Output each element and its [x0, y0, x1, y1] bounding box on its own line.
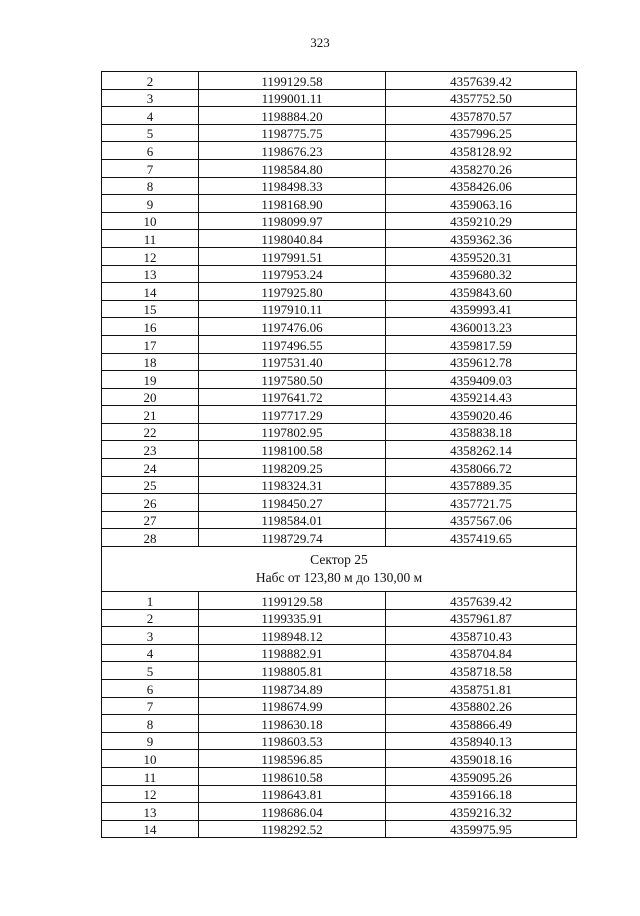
y-coordinate-cell: 4358751.81: [386, 680, 577, 698]
x-coordinate-cell: 1198610.58: [199, 767, 386, 785]
table-row: [102, 476, 577, 494]
x-coordinate-cell: 1199001.11: [199, 89, 386, 107]
table-row: [102, 767, 577, 785]
point-number-cell: 6: [102, 680, 199, 698]
point-number-cell: 11: [102, 767, 199, 785]
y-coordinate-cell: 4358270.26: [386, 159, 577, 177]
y-coordinate-cell: 4358838.18: [386, 423, 577, 441]
x-coordinate-cell: 1198630.18: [199, 715, 386, 733]
point-number-cell: 10: [102, 212, 199, 230]
x-coordinate-cell: 1198099.97: [199, 212, 386, 230]
point-number-cell: 28: [102, 529, 199, 547]
table-row: [102, 89, 577, 107]
x-coordinate-cell: 1197476.06: [199, 318, 386, 336]
y-coordinate-cell: 4358940.13: [386, 732, 577, 750]
y-coordinate-cell: 4360013.23: [386, 318, 577, 336]
table-section-1: [102, 72, 577, 547]
point-number-cell: 12: [102, 785, 199, 803]
y-coordinate-cell: 4358866.49: [386, 715, 577, 733]
table-row: [102, 230, 577, 248]
table-row: [102, 715, 577, 733]
point-number-cell: 4: [102, 107, 199, 125]
point-number-cell: 9: [102, 195, 199, 213]
y-coordinate-cell: 4358262.14: [386, 441, 577, 459]
point-number-cell: 11: [102, 230, 199, 248]
x-coordinate-cell: 1197991.51: [199, 247, 386, 265]
point-number-cell: 7: [102, 697, 199, 715]
y-coordinate-cell: 4359409.03: [386, 371, 577, 389]
x-coordinate-cell: 1198168.90: [199, 195, 386, 213]
point-number-cell: 26: [102, 494, 199, 512]
x-coordinate-cell: 1198729.74: [199, 529, 386, 547]
x-coordinate-cell: 1198676.23: [199, 142, 386, 160]
point-number-cell: 20: [102, 388, 199, 406]
table-row: [102, 644, 577, 662]
y-coordinate-cell: 4358802.26: [386, 697, 577, 715]
x-coordinate-cell: 1197496.55: [199, 335, 386, 353]
x-coordinate-cell: 1197802.95: [199, 423, 386, 441]
y-coordinate-cell: 4359063.16: [386, 195, 577, 213]
table-row: [102, 609, 577, 627]
x-coordinate-cell: 1197953.24: [199, 265, 386, 283]
x-coordinate-cell: 1198040.84: [199, 230, 386, 248]
x-coordinate-cell: 1198498.33: [199, 177, 386, 195]
table-row: [102, 820, 577, 838]
point-number-cell: 19: [102, 371, 199, 389]
table-row: [102, 124, 577, 142]
point-number-cell: 5: [102, 124, 199, 142]
table-row: [102, 300, 577, 318]
y-coordinate-cell: 4357419.65: [386, 529, 577, 547]
point-number-cell: 15: [102, 300, 199, 318]
point-number-cell: 27: [102, 511, 199, 529]
x-coordinate-cell: 1198450.27: [199, 494, 386, 512]
table-row: [102, 697, 577, 715]
y-coordinate-cell: 4359843.60: [386, 283, 577, 301]
y-coordinate-cell: 4359095.26: [386, 767, 577, 785]
y-coordinate-cell: 4359018.16: [386, 750, 577, 768]
table-row: [102, 529, 577, 547]
y-coordinate-cell: 4359680.32: [386, 265, 577, 283]
y-coordinate-cell: 4357870.57: [386, 107, 577, 125]
x-coordinate-cell: 1198603.53: [199, 732, 386, 750]
table-row: [102, 265, 577, 283]
y-coordinate-cell: 4357889.35: [386, 476, 577, 494]
point-number-cell: 13: [102, 265, 199, 283]
table-row: [102, 72, 577, 90]
x-coordinate-cell: 1198948.12: [199, 627, 386, 645]
point-number-cell: 1: [102, 592, 199, 610]
x-coordinate-cell: 1199129.58: [199, 72, 386, 90]
y-coordinate-cell: 4358710.43: [386, 627, 577, 645]
coordinates-table: [101, 71, 577, 838]
y-coordinate-cell: 4358426.06: [386, 177, 577, 195]
point-number-cell: 3: [102, 89, 199, 107]
table-section-2: [102, 592, 577, 838]
x-coordinate-cell: 1198882.91: [199, 644, 386, 662]
table-row: [102, 662, 577, 680]
x-coordinate-cell: 1199129.58: [199, 592, 386, 610]
x-coordinate-cell: 1197925.80: [199, 283, 386, 301]
point-number-cell: 23: [102, 441, 199, 459]
table-row: [102, 785, 577, 803]
x-coordinate-cell: 1198100.58: [199, 441, 386, 459]
table-row: [102, 680, 577, 698]
y-coordinate-cell: 4357996.25: [386, 124, 577, 142]
table-row: [102, 195, 577, 213]
page-number: 323: [310, 35, 330, 50]
point-number-cell: 7: [102, 159, 199, 177]
table-row: [102, 142, 577, 160]
y-coordinate-cell: 4359020.46: [386, 406, 577, 424]
y-coordinate-cell: 4359975.95: [386, 820, 577, 838]
point-number-cell: 8: [102, 715, 199, 733]
y-coordinate-cell: 4359993.41: [386, 300, 577, 318]
x-coordinate-cell: 1198884.20: [199, 107, 386, 125]
x-coordinate-cell: 1198686.04: [199, 803, 386, 821]
x-coordinate-cell: 1197641.72: [199, 388, 386, 406]
table-row: [102, 627, 577, 645]
sector-header-row: [102, 547, 577, 592]
x-coordinate-cell: 1197531.40: [199, 353, 386, 371]
point-number-cell: 10: [102, 750, 199, 768]
table-row: [102, 732, 577, 750]
point-number-cell: 8: [102, 177, 199, 195]
table-row: [102, 371, 577, 389]
x-coordinate-cell: 1198775.75: [199, 124, 386, 142]
y-coordinate-cell: 4357639.42: [386, 592, 577, 610]
point-number-cell: 18: [102, 353, 199, 371]
y-coordinate-cell: 4357567.06: [386, 511, 577, 529]
y-coordinate-cell: 4359210.29: [386, 212, 577, 230]
table-row: [102, 511, 577, 529]
x-coordinate-cell: 1198734.89: [199, 680, 386, 698]
x-coordinate-cell: 1197910.11: [199, 300, 386, 318]
point-number-cell: 13: [102, 803, 199, 821]
point-number-cell: 16: [102, 318, 199, 336]
point-number-cell: 17: [102, 335, 199, 353]
table-row: [102, 459, 577, 477]
sector-title: Сектор 25: [310, 552, 368, 568]
x-coordinate-cell: 1198292.52: [199, 820, 386, 838]
y-coordinate-cell: 4358704.84: [386, 644, 577, 662]
table-row: [102, 423, 577, 441]
point-number-cell: 5: [102, 662, 199, 680]
x-coordinate-cell: 1198584.01: [199, 511, 386, 529]
y-coordinate-cell: 4357752.50: [386, 89, 577, 107]
point-number-cell: 2: [102, 72, 199, 90]
point-number-cell: 14: [102, 283, 199, 301]
y-coordinate-cell: 4359520.31: [386, 247, 577, 265]
x-coordinate-cell: 1198643.81: [199, 785, 386, 803]
table-row: [102, 107, 577, 125]
point-number-cell: 22: [102, 423, 199, 441]
point-number-cell: 24: [102, 459, 199, 477]
y-coordinate-cell: 4358128.92: [386, 142, 577, 160]
y-coordinate-cell: 4359166.18: [386, 785, 577, 803]
point-number-cell: 9: [102, 732, 199, 750]
y-coordinate-cell: 4357639.42: [386, 72, 577, 90]
table-row: [102, 406, 577, 424]
table-row: [102, 159, 577, 177]
point-number-cell: 3: [102, 627, 199, 645]
x-coordinate-cell: 1198596.85: [199, 750, 386, 768]
y-coordinate-cell: 4359612.78: [386, 353, 577, 371]
point-number-cell: 4: [102, 644, 199, 662]
x-coordinate-cell: 1199335.91: [199, 609, 386, 627]
point-number-cell: 2: [102, 609, 199, 627]
table-row: [102, 353, 577, 371]
table-row: [102, 494, 577, 512]
point-number-cell: 12: [102, 247, 199, 265]
y-coordinate-cell: 4357961.87: [386, 609, 577, 627]
sector-subtitle: Набс от 123,80 м до 130,00 м: [255, 570, 423, 586]
table-row: [102, 318, 577, 336]
point-number-cell: 21: [102, 406, 199, 424]
sector-header: [102, 547, 577, 592]
table-row: [102, 803, 577, 821]
y-coordinate-cell: 4358718.58: [386, 662, 577, 680]
table-row: [102, 335, 577, 353]
y-coordinate-cell: 4358066.72: [386, 459, 577, 477]
table-row: [102, 388, 577, 406]
point-number-cell: 25: [102, 476, 199, 494]
x-coordinate-cell: 1198209.25: [199, 459, 386, 477]
y-coordinate-cell: 4357721.75: [386, 494, 577, 512]
x-coordinate-cell: 1198674.99: [199, 697, 386, 715]
point-number-cell: 6: [102, 142, 199, 160]
y-coordinate-cell: 4359362.36: [386, 230, 577, 248]
x-coordinate-cell: 1197580.50: [199, 371, 386, 389]
point-number-cell: 14: [102, 820, 199, 838]
table-row: [102, 592, 577, 610]
table-row: [102, 247, 577, 265]
table-row: [102, 750, 577, 768]
x-coordinate-cell: 1197717.29: [199, 406, 386, 424]
y-coordinate-cell: 4359214.43: [386, 388, 577, 406]
table-row: [102, 441, 577, 459]
table-row: [102, 283, 577, 301]
table-row: [102, 212, 577, 230]
sector-header-section: [102, 547, 577, 592]
x-coordinate-cell: 1198324.31: [199, 476, 386, 494]
table-row: [102, 177, 577, 195]
x-coordinate-cell: 1198805.81: [199, 662, 386, 680]
y-coordinate-cell: 4359817.59: [386, 335, 577, 353]
y-coordinate-cell: 4359216.32: [386, 803, 577, 821]
x-coordinate-cell: 1198584.80: [199, 159, 386, 177]
